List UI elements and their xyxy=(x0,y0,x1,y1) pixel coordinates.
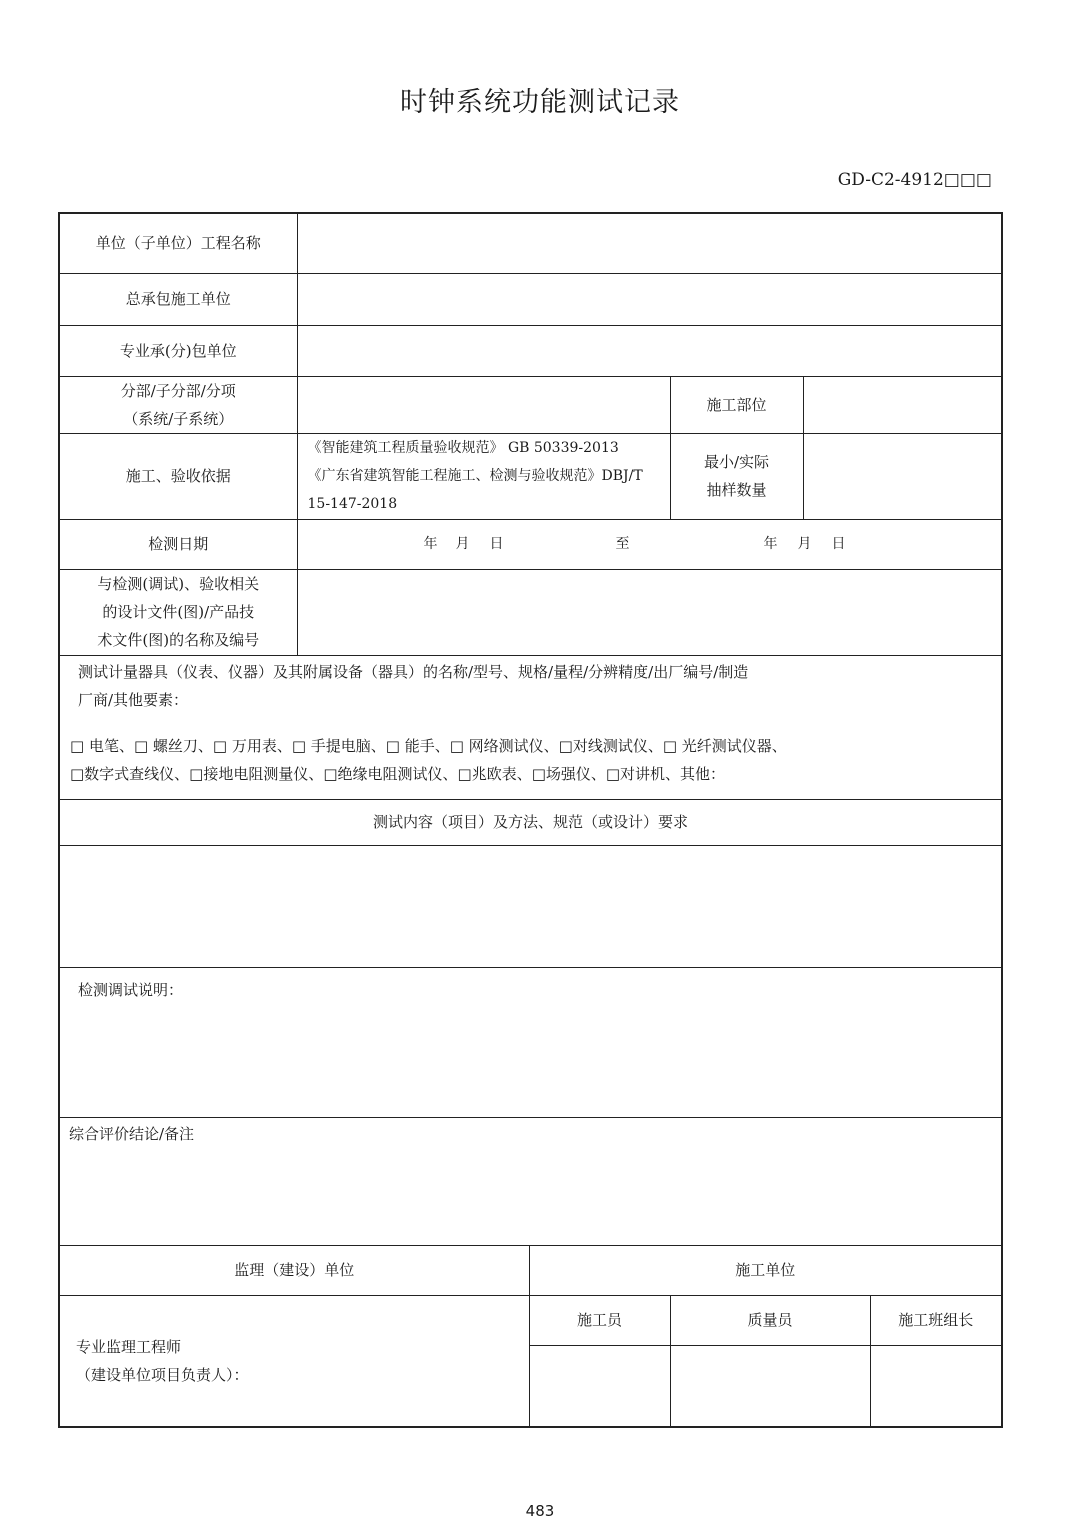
foreman-signature-field[interactable] xyxy=(870,1345,1002,1427)
test-date-range xyxy=(306,530,994,558)
basis-line-2: 《广东省建筑智能工程施工、检测与验收规范》DBJ/T xyxy=(307,468,643,484)
date-day-2: 日 xyxy=(831,536,846,552)
instruments-list-line-1[interactable]: □ 电笔、□ 螺丝刀、□ 万用表、□ 手提电脑、□ 能手、□ 网络测试仪、□对线测试仪、□ 光纤测试仪器、 xyxy=(70,736,787,755)
conclusion-section[interactable] xyxy=(59,1117,1002,1245)
date-year-1: 年 xyxy=(423,536,438,552)
test-notes-label: 检测调试说明： xyxy=(78,980,184,999)
sample-count-label-line-1: 最小/实际 xyxy=(703,453,770,471)
design-docs-field[interactable] xyxy=(297,569,1002,655)
worker-label: 施工员 xyxy=(529,1295,670,1345)
construction-part-field[interactable] xyxy=(803,376,1002,433)
instruments-section xyxy=(59,655,1002,799)
basis-content xyxy=(297,433,670,519)
division-field[interactable] xyxy=(297,376,670,433)
division-label xyxy=(59,376,297,433)
date-year-2: 年 xyxy=(763,536,778,552)
page-number: 483 xyxy=(525,1502,555,1520)
project-name-label: 单位（子单位）工程名称 xyxy=(59,213,297,273)
test-content-label: 测试内容（项目）及方法、规范（或设计）要求 xyxy=(59,799,1002,845)
quality-inspector-label: 质量员 xyxy=(670,1295,870,1345)
instruments-list-line-2[interactable]: □数字式查线仪、□接地电阻测量仪、□绝缘电阻测试仪、□兆欧表、□场强仪、□对讲机、其他： xyxy=(70,764,726,783)
engineer-label-line-2: （建设单位项目负责人）： xyxy=(76,1365,249,1384)
subcontractor-label: 专业承(分)包单位 xyxy=(59,325,297,376)
construction-unit-label: 施工单位 xyxy=(529,1245,1002,1295)
date-month-2: 月 xyxy=(797,536,812,552)
test-content-field[interactable] xyxy=(59,845,1002,967)
test-date-field[interactable] xyxy=(297,519,1002,569)
foreman-label: 施工班组长 xyxy=(870,1295,1002,1345)
basis-label: 施工、验收依据 xyxy=(59,433,297,519)
division-label-line-1: 分部/子分部/分项 xyxy=(120,381,236,400)
sample-count-label xyxy=(670,433,803,519)
basis-line-3: 15-147-2018 xyxy=(307,496,398,512)
instruments-intro-line-2: 厂商/其他要素： xyxy=(78,690,189,709)
document-code: GD-C2-4912□□□ xyxy=(837,170,992,190)
conclusion-label: 综合评价结论/备注 xyxy=(69,1124,195,1143)
design-docs-label xyxy=(59,569,297,655)
supervision-engineer-cell[interactable] xyxy=(59,1295,529,1427)
division-label-line-2: （系统/子系统） xyxy=(123,409,234,428)
worker-signature-field[interactable] xyxy=(529,1345,670,1427)
quality-inspector-signature-field[interactable] xyxy=(670,1345,870,1427)
design-docs-label-line-3: 术文件(图)的名称及编号 xyxy=(97,631,260,649)
design-docs-label-line-1: 与检测(调试)、验收相关 xyxy=(97,575,260,593)
date-day-1: 日 xyxy=(489,536,504,552)
date-to: 至 xyxy=(615,536,630,552)
sample-count-field[interactable] xyxy=(803,433,1002,519)
general-contractor-field[interactable] xyxy=(297,273,1002,325)
test-date-label: 检测日期 xyxy=(59,519,297,569)
supervision-unit-label: 监理（建设）单位 xyxy=(59,1245,529,1295)
design-docs-label-line-2: 的设计文件(图)/产品技 xyxy=(102,603,255,621)
construction-part-label: 施工部位 xyxy=(670,376,803,433)
test-notes-section[interactable] xyxy=(59,967,1002,1117)
subcontractor-field[interactable] xyxy=(297,325,1002,376)
engineer-label-line-1: 专业监理工程师 xyxy=(76,1337,182,1356)
instruments-intro-line-1: 测试计量器具（仪表、仪器）及其附属设备（器具）的名称/型号、规格/量程/分辨精度/出厂编号/制造 xyxy=(78,662,749,681)
project-name-field[interactable] xyxy=(297,213,1002,273)
sample-count-label-line-2: 抽样数量 xyxy=(706,481,767,499)
general-contractor-label: 总承包施工单位 xyxy=(59,273,297,325)
date-month-1: 月 xyxy=(455,536,470,552)
page-title: 时钟系统功能测试记录 xyxy=(400,87,680,118)
basis-line-1: 《智能建筑工程质量验收规范》 GB 50339-2013 xyxy=(307,440,619,456)
test-record-form xyxy=(58,212,1003,1428)
